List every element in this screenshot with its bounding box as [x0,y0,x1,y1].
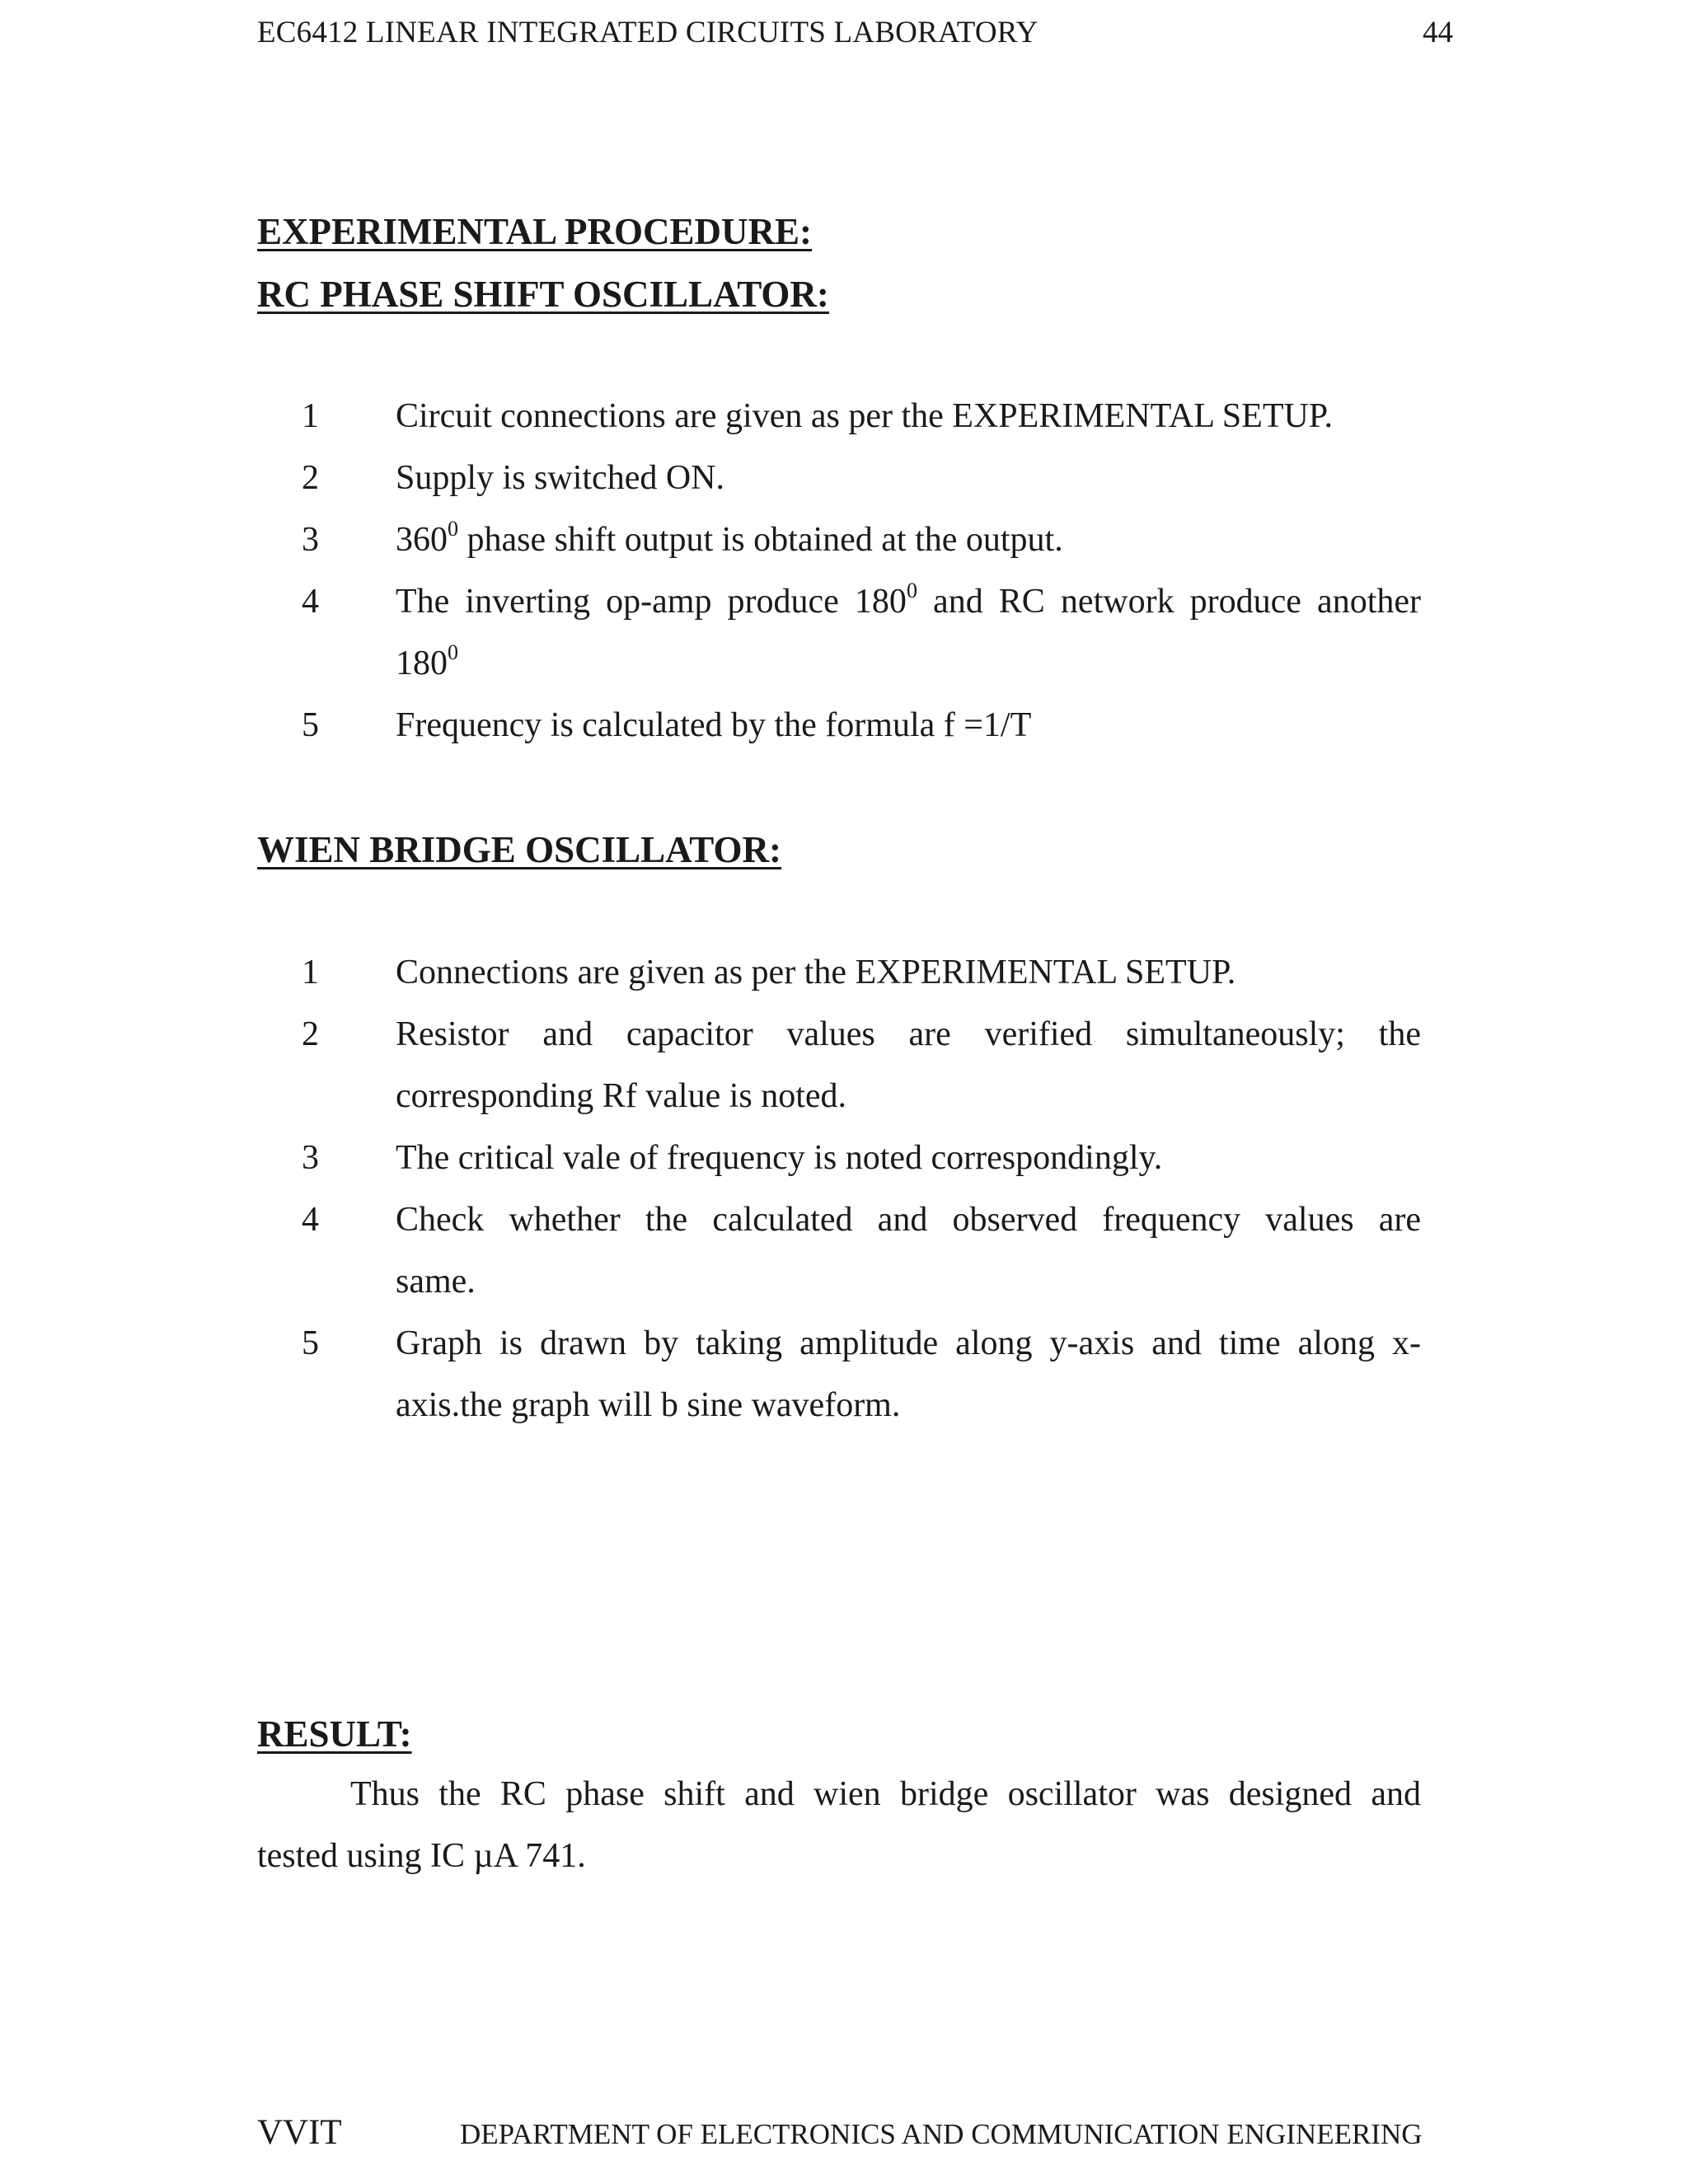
result-text-continued: tested using IC µA 741. [257,1837,586,1875]
wien-step-5-number: 5 [302,1324,319,1362]
result-text: Thus the RC phase shift and wien bridge oscillator was designed and [350,1775,1421,1813]
rc-step-4-text: The inverting op-amp produce $180^0$ and RC network produce another [396,579,1421,621]
wien-step-4-text: Check whether the calculated and observed frequency values are [396,1201,1421,1239]
wien-step-1-number: 1 [302,954,319,991]
rc-step-3-number: 3 [302,521,319,559]
degree-superscript: 0 [448,640,458,664]
wien-step-2-text: Resistor and capacitor values are verified simultaneously; the [396,1015,1421,1053]
footer-institute: VVIT [257,2113,342,2152]
page-number: 44 [1423,16,1453,49]
rc-step-4-text-continued: $180^0$ [396,640,458,682]
result-heading: RESULT: [257,1713,412,1755]
rc-step-2-text: Supply is switched ON. [396,459,724,497]
wien-section-heading: WIEN BRIDGE OSCILLATOR: [257,829,781,870]
footer-department: DEPARTMENT OF ELECTRONICS AND COMMUNICATION ENGINEERING [460,2118,1423,2150]
rc-step-5-text: Frequency is calculated by the formula f =1/T [396,706,1032,744]
wien-step-3-text: The critical vale of frequency is noted correspondingly. [396,1139,1163,1177]
running-header-title: EC6412 LINEAR INTEGRATED CIRCUITS LABORATORY [257,16,1039,49]
procedure-heading: EXPERIMENTAL PROCEDURE: [257,211,812,252]
rc-section-heading: RC PHASE SHIFT OSCILLATOR: [257,274,829,315]
rc-step-3-text: $360^0$ phase shift output is obtained at the output. [396,517,1063,559]
wien-step-1-text: Connections are given as per the EXPERIMENTAL SETUP. [396,954,1236,991]
wien-step-5-text: Graph is drawn by taking amplitude along y-axis and time along x- [396,1324,1421,1362]
wien-step-2-number: 2 [302,1015,319,1053]
degree-superscript: 0 [448,517,458,541]
rc-step-1-text: Circuit connections are given as per the EXPERIMENTAL SETUP. [396,397,1334,435]
rc-step-5-number: 5 [302,706,319,744]
wien-step-2-text-continued: corresponding Rf value is noted. [396,1077,847,1115]
wien-step-3-number: 3 [302,1139,319,1177]
wien-step-5-text-continued: axis.the graph will b sine waveform. [396,1386,901,1424]
rc-step-2-number: 2 [302,459,319,497]
rc-step-1-number: 1 [302,397,319,435]
wien-step-4-text-continued: same. [396,1263,476,1301]
degree-superscript: 0 [906,579,917,602]
wien-step-4-number: 4 [302,1201,319,1239]
rc-step-4-number: 4 [302,583,319,621]
